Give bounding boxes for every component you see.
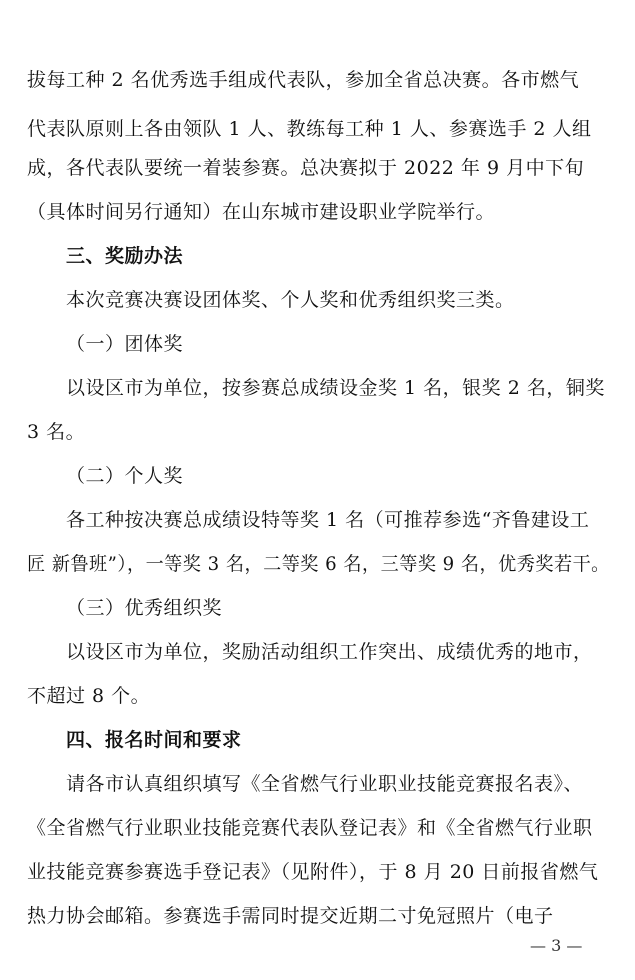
section-heading: 四、报名时间和要求 (66, 729, 242, 751)
paragraph-line: 请各市认真组织填写《全省燃气行业职业技能竞赛报名表》、 (66, 773, 584, 795)
subsection-heading: （一）团体奖 (66, 333, 184, 355)
subsection-heading: （二）个人奖 (66, 465, 184, 487)
subsection-heading: （三）优秀组织奖 (66, 597, 223, 619)
paragraph-line: 拔每工种 2 名优秀选手组成代表队，参加全省总决赛。各市燃气 (27, 69, 580, 91)
paragraph-line: （具体时间另行通知）在山东城市建设职业学院举行。 (27, 201, 496, 223)
paragraph-line: 3 名。 (27, 421, 86, 443)
paragraph-line: 代表队原则上各由领队 1 人、教练每工种 1 人、参赛选手 2 人组 (27, 118, 592, 140)
paragraph-line: 各工种按决赛总成绩设特等奖 1 名（可推荐参选“齐鲁建设工 (66, 509, 590, 531)
paragraph-line: 热力协会邮箱。参赛选手需同时提交近期二寸免冠照片（电子 (27, 905, 554, 927)
section-heading: 三、奖励办法 (66, 245, 184, 267)
paragraph-line: 本次竞赛决赛设团体奖、个人奖和优秀组织奖三类。 (66, 289, 515, 311)
paragraph-line: 成，各代表队要统一着装参赛。总决赛拟于 2022 年 9 月中下旬 (27, 157, 585, 179)
page-number: — 3 — (530, 936, 583, 955)
paragraph-line: 《全省燃气行业职业技能竞赛代表队登记表》和《全省燃气行业职 (27, 817, 593, 839)
paragraph-line: 业技能竞赛参赛选手登记表》（见附件），于 8 月 20 日前报省燃气 (27, 861, 599, 883)
paragraph-line: 不超过 8 个。 (27, 685, 151, 707)
paragraph-line: 以设区市为单位，按参赛总成绩设金奖 1 名，银奖 2 名，铜奖 (66, 377, 605, 399)
paragraph-line: 匠 新鲁班”），一等奖 3 名，二等奖 6 名，三等奖 9 名，优秀奖若干。 (27, 553, 610, 575)
paragraph-line: 以设区市为单位，奖励活动组织工作突出、成绩优秀的地市， (66, 641, 593, 663)
